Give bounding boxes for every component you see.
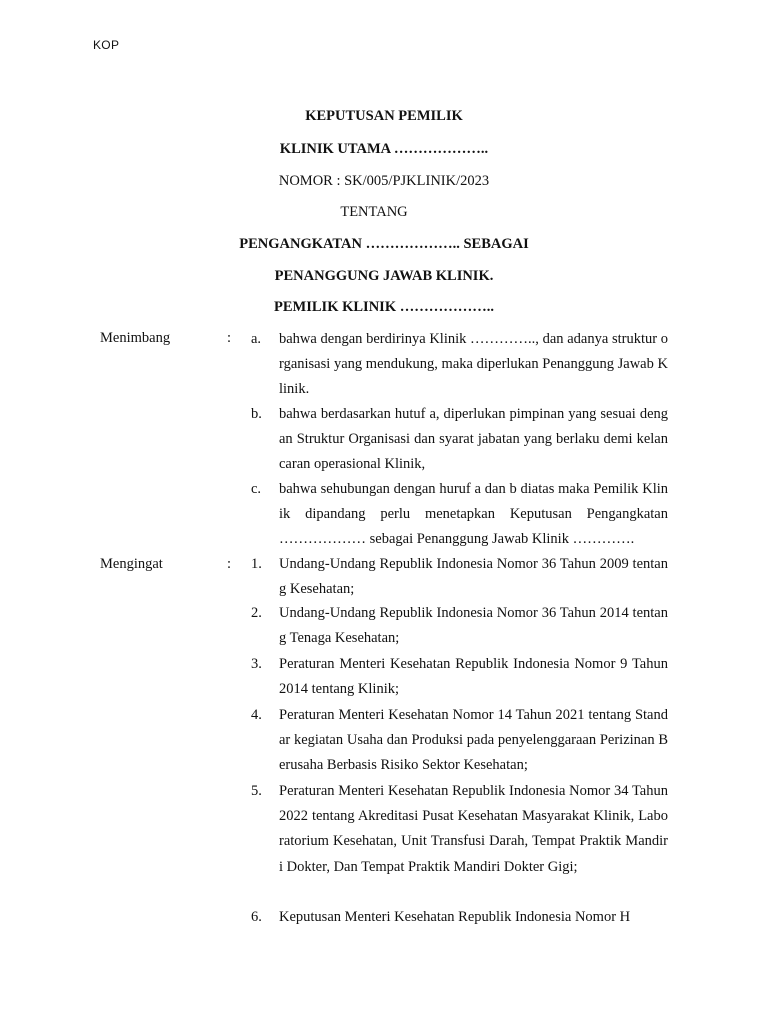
- list-item-text: Peraturan Menteri Kesehatan Republik Indonesia Nomor 9 Tahun 2014 tentang Klinik;: [279, 656, 668, 698]
- list-marker: c.: [251, 481, 262, 497]
- menimbang-item-c: [251, 477, 668, 553]
- list-marker: 4.: [251, 707, 262, 723]
- letterhead-placeholder: KOP: [93, 38, 120, 52]
- clinic-name-line: KLINIK UTAMA ………………..: [279, 141, 489, 157]
- responsible-person-line: PENANGGUNG JAWAB KLINIK.: [274, 268, 494, 284]
- mengingat-item-5: [251, 779, 668, 880]
- decree-number: NOMOR : SK/005/PJKLINIK/2023: [278, 173, 490, 189]
- list-marker: 6.: [251, 909, 262, 925]
- appointment-line: PENGANGKATAN ……………….. SEBAGAI: [239, 236, 529, 252]
- menimbang-colon: :: [227, 330, 232, 346]
- list-marker: 3.: [251, 656, 262, 672]
- list-item-text: bahwa dengan berdirinya Klinik ………….., dan adanya struktur organisasi yang mendukung, maka diperlukan Penanggung Jawab Klinik.: [279, 331, 668, 398]
- list-item-text: Peraturan Menteri Kesehatan Republik Indonesia Nomor 34 Tahun 2022 tentang Akreditasi Pusat Kesehatan Masyarakat Klinik, Laboratorium Kesehatan, Unit Transfusi Darah, Tempat Praktik Mandiri Dokter, Dan Tempat Praktik Mandiri Dokter Gigi;: [279, 783, 668, 875]
- list-marker: 2.: [251, 605, 262, 621]
- mengingat-item-2: [251, 601, 668, 651]
- mengingat-item-4: [251, 703, 668, 779]
- list-item-text: Undang-Undang Republik Indonesia Nomor 36 Tahun 2014 tentang Tenaga Kesehatan;: [279, 605, 668, 647]
- mengingat-label: Mengingat: [100, 556, 163, 572]
- list-item-text: Keputusan Menteri Kesehatan Republik Indonesia Nomor H: [279, 909, 631, 925]
- list-marker: a.: [251, 331, 262, 347]
- list-marker: 5.: [251, 783, 262, 799]
- list-marker: b.: [251, 406, 262, 422]
- about-heading: TENTANG: [340, 204, 408, 220]
- list-item-text: Peraturan Menteri Kesehatan Nomor 14 Tahun 2021 tentang Standar kegiatan Usaha dan Produksi pada penyelenggaraan Perizinan Berusaha Berbasis Risiko Sektor Kesehatan;: [279, 707, 668, 774]
- list-item-text: bahwa sehubungan dengan huruf a dan b diatas maka Pemilik Klinik dipandang perlu menetapkan Keputusan Pengangkatan ……………… sebagai Penanggung Jawab Klinik ………….: [279, 481, 668, 548]
- list-item-text: bahwa berdasarkan hutuf a, diperlukan pimpinan yang sesuai dengan Struktur Organisasi dan syarat jabatan yang berlaku demi kelancaran operasional Klinik,: [279, 406, 668, 473]
- clinic-owner-line: PEMILIK KLINIK ………………..: [274, 299, 494, 315]
- menimbang-label: Menimbang: [100, 330, 171, 346]
- list-item-text: Undang-Undang Republik Indonesia Nomor 36 Tahun 2009 tentang Kesehatan;: [279, 556, 668, 598]
- mengingat-item-6: [251, 905, 668, 930]
- menimbang-item-b: [251, 402, 668, 478]
- mengingat-item-3: [251, 652, 668, 702]
- menimbang-item-a: [251, 327, 668, 403]
- decree-title: KEPUTUSAN PEMILIK: [305, 108, 463, 124]
- list-marker: 1.: [251, 556, 262, 572]
- mengingat-item-1: [251, 552, 668, 602]
- mengingat-colon: :: [227, 556, 232, 572]
